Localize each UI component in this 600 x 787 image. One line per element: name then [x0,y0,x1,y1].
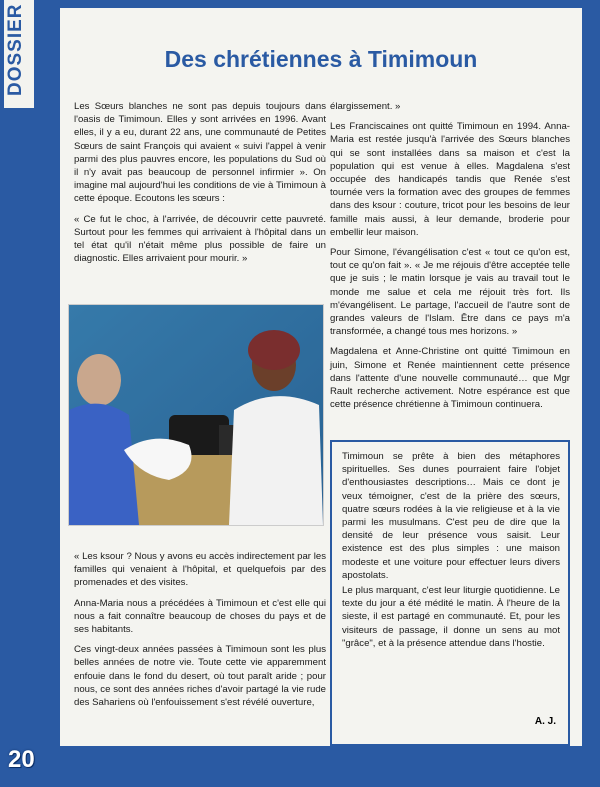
paragraph: Les Franciscaines ont quitté Timimoun en 1994. Anna-Maria est restée jusqu'à l'arrivée des Sœurs blanches qui se sont installées dans sa maison et c'est la population qui est venue à elles. Magdalena s'est occupée des handicapés tandis que Renée s'est tournée vers la formation avec des groupes de femmes dans des ksour : couture, tricot pour les besoins de leur famille mais aussi, à leur demande, broderie pour embellir leur maison. [330,121,570,238]
article-photo [68,304,324,526]
page-number: 20 [8,746,35,773]
paragraph: élargissement. » [330,101,401,112]
paragraph: Ces vingt-deux années passées à Timimoun sont les plus belles années de notre vie. Toute cette vie apparemment enfouie dans le fond du desert, où tout paraît aride ; pour nous, ce sont des années riches d'avoir partagé la vie rude des Sahariens où l'enfouissement s'est révélé ouverture, [74,644,326,709]
paragraph: Le plus marquant, c'est leur liturgie quotidienne. Le texte du jour a été médité le matin. À l'heure de la sieste, il est partagé en communauté. Et, pour les visiteurs de passage, il donne un sens au mot "grâce", et à la présence attendue dans l'hostie. [342,585,560,649]
left-column-top [74,100,326,272]
article-title: Des chrétiennes à Timimoun [164,46,478,72]
paragraph: Magdalena et Anne-Christine ont quitté Timimoun en juin, Simone et Renée maintiennent cette présence dans l'attente d'une nouvelle communauté… que Mgr Rault recherche activement. Notre espérance est que cette présence chrétienne à Timimoun continuera. [330,346,570,411]
author-signature: A. J. [534,716,556,727]
section-sidebar [0,0,40,745]
paragraph: « Ce fut le choc, à l'arrivée, de découvrir cette pauvreté. Surtout pour les femmes qui arrivaient à l'hôpital dans un tel état qu'il n'était même plus possible de faire un diagnostic. Elles arrivaient pour mourir. » [74,213,326,265]
left-column-bottom [74,550,326,716]
testimony-box [330,440,570,746]
paragraph: Les Sœurs blanches ne sont pas depuis toujours dans l'oasis de Timimoun. Elles y sont arrivées en 1996. Avant elles, il y a eu, durant 22 ans, une communauté de Petites Sœurs de saint François qui avaient « suivi l'appel à venir parmi des plus pauvres encore, les populations du Sud où il n'y avait pas beaucoup de personnel infirmier ». On imagine mal aujourd'hui les conditions de vie à Timimoun à cette époque. Ecoutons les sœurs : [74,101,326,205]
photo-sisters-sewing [69,305,323,525]
paragraph: Pour Simone, l'évangélisation c'est « tout ce qu'on est, tout ce qu'on fait ». « Je me réjouis d'être acceptée telle que je suis ; le matin lorsque je vais au travail tout le monde me salue et cela me réjouit très fort. Ils m'évangélisent. Le partage, l'accueil de l'autre sont de grandes valeurs de l'Islam. Être dans ce pays m'a transformée, a changé tous mes horizons. » [330,247,570,338]
right-column [330,100,570,418]
paragraph: Timimoun se prête à bien des métaphores spirituelles. Ses dunes pourraient faire l'objet d'enthousiastes descriptions… Mais ce dont je veux témoigner, c'est de la prière des sœurs, quatre sœurs rodées à la vie religieuse et à la vie parmi les musulmans. C'est peu de dire que la densité de leur présence vous saisit. Leur existence est des plus simples : une maison modeste et une voiture pour effectuer leurs divers apostolats. [342,451,560,581]
section-tab [4,0,34,108]
paragraph: Anna-Maria nous a précédées à Timimoun et c'est elle qui nous a fait connaître beaucoup de choses du pays et de ses habitants. [74,597,326,636]
footer-band [0,746,600,787]
section-label: DOSSIER [5,3,26,96]
testimony-text [342,450,560,652]
paragraph: « Les ksour ? Nous y avons eu accès indirectement par les familles qui venaient à l'hôpital, et quelquefois par des promenades et des visites. [74,551,326,589]
